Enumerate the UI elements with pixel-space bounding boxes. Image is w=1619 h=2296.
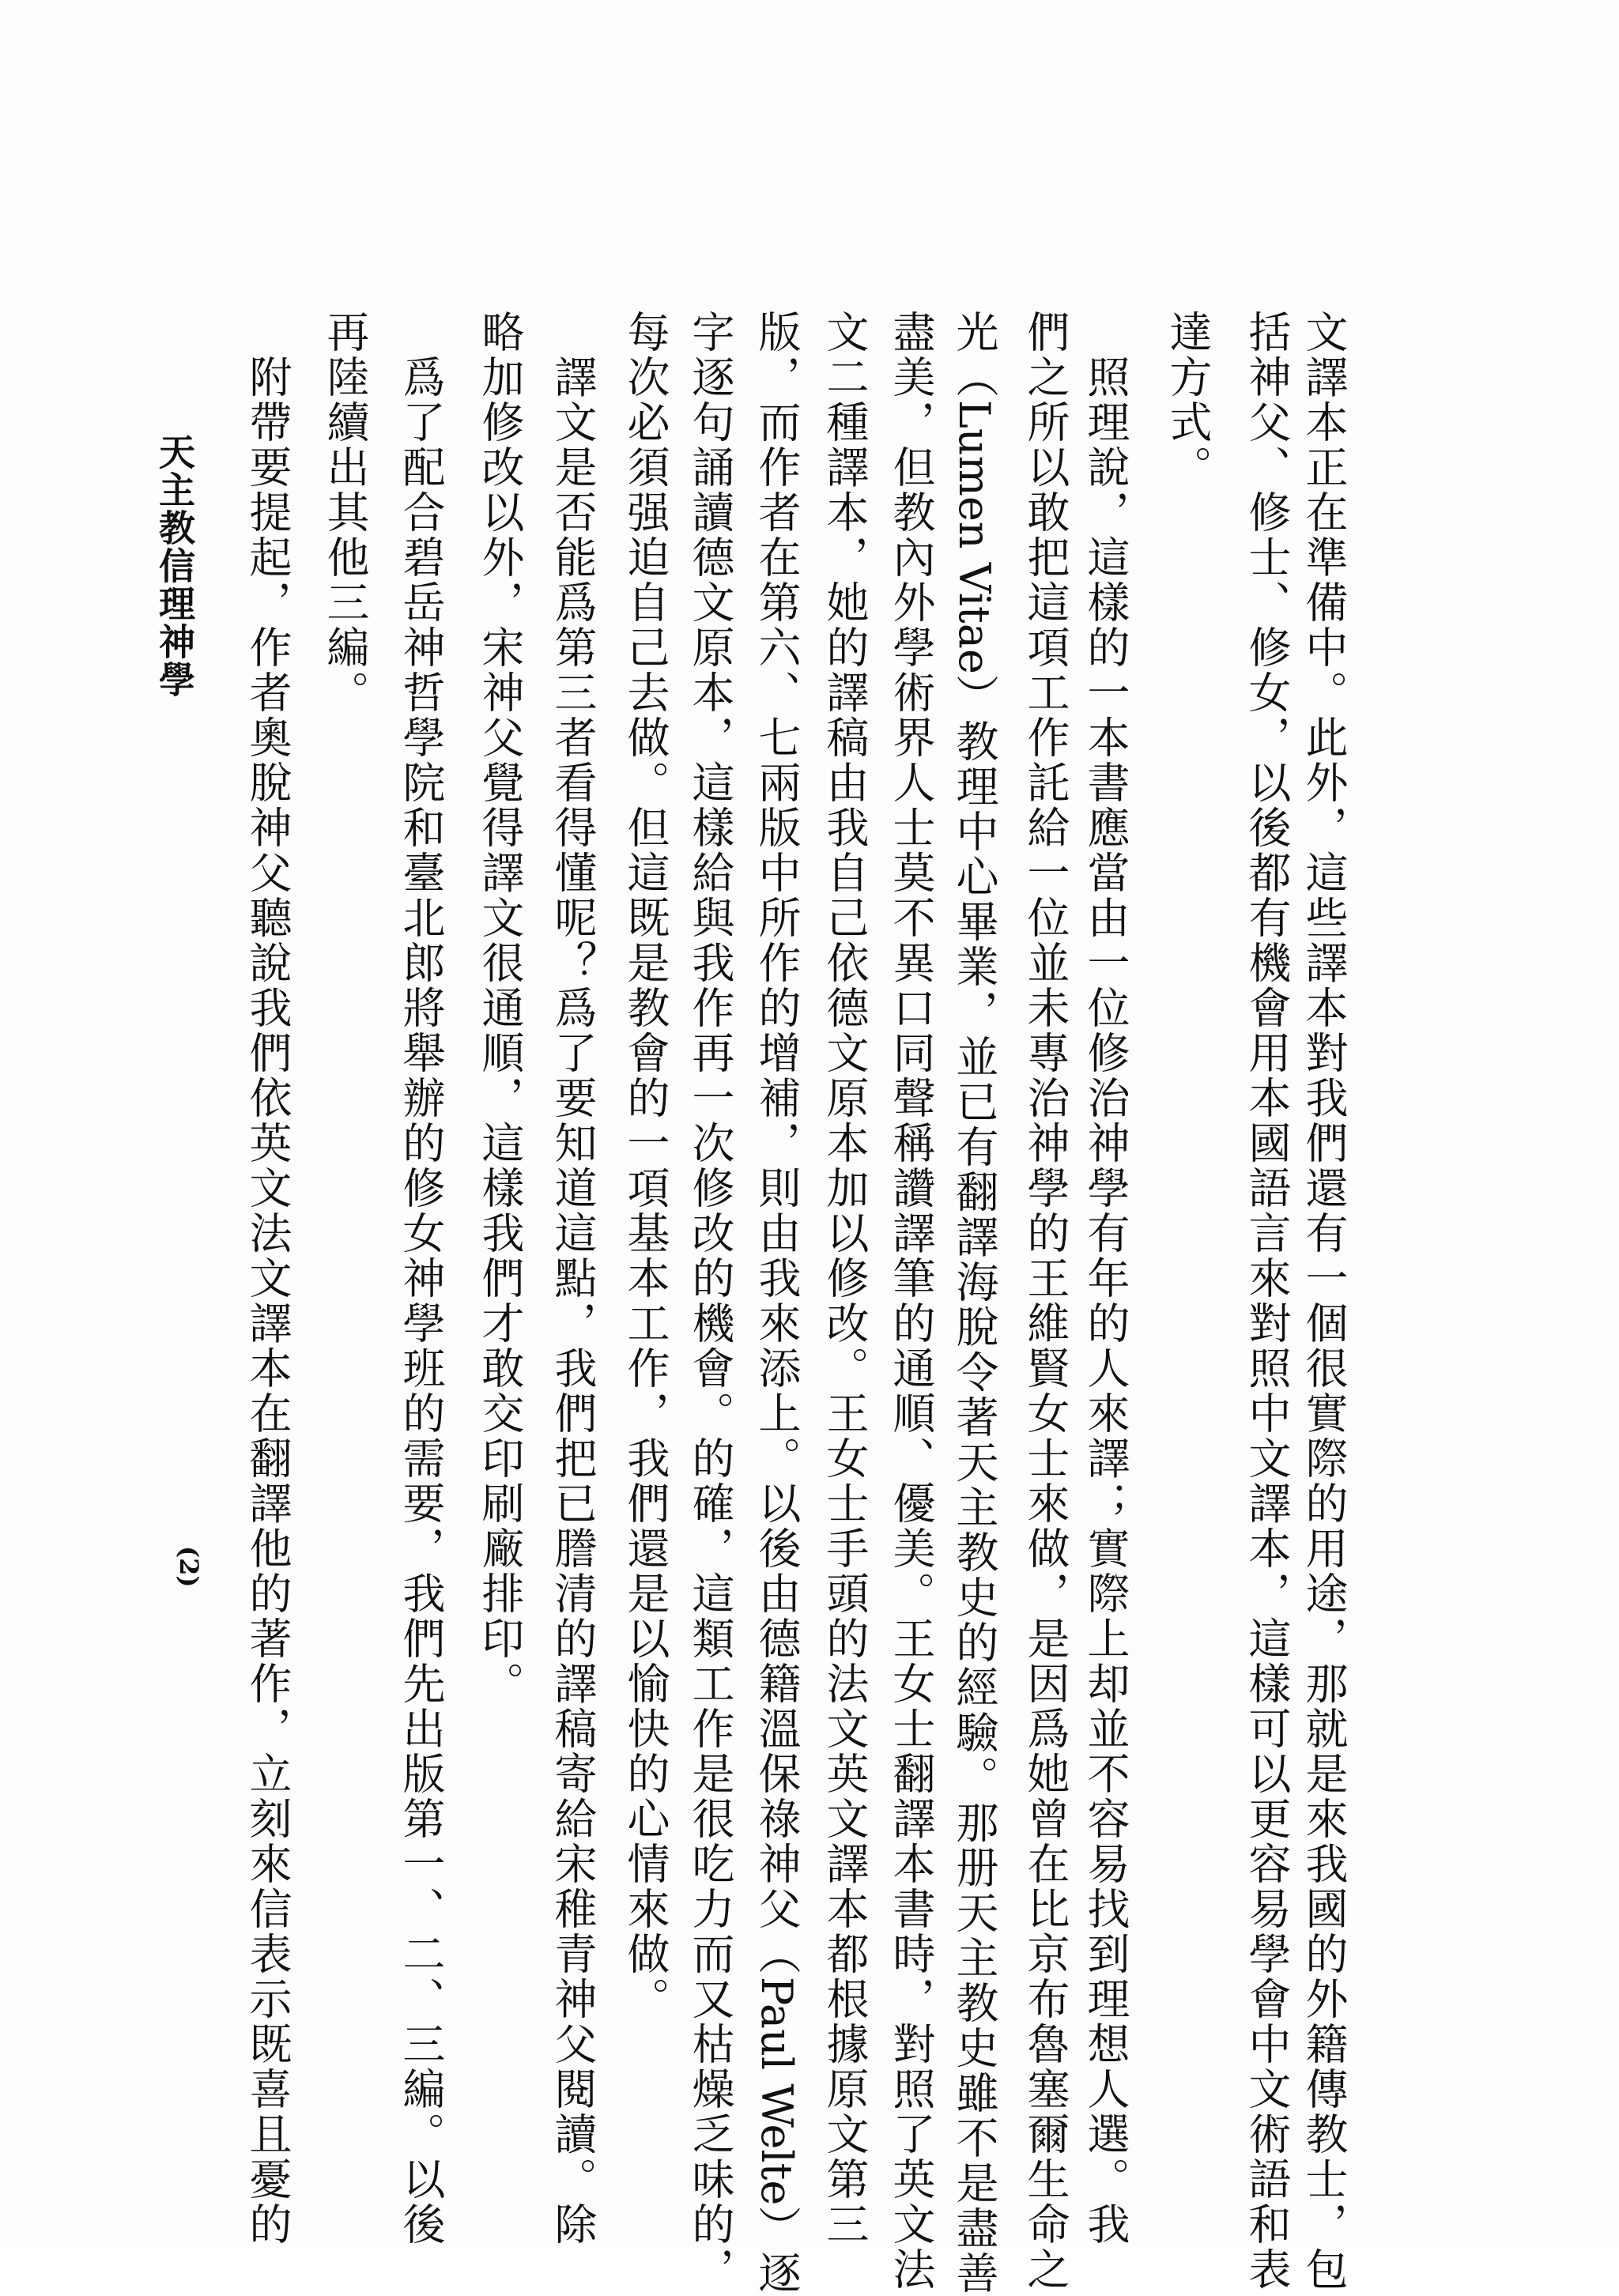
text-column-6-pre: 光（ (949, 310, 999, 400)
text-column-4: 照理說，這樣的一本書應當由一位修治神學有年的人來譯；實際上却並不容易找到理想人選。我 (1081, 310, 1130, 2247)
text-column-5: 們之所以敢把這項工作託給一位並未專治神學的王維賢女士來做，是因爲她曾在比京布魯塞爾生命之 (1021, 310, 1070, 2292)
running-header-title: 天主教信理神學 (153, 433, 196, 699)
text-column-3: 達方式。 (1163, 310, 1213, 490)
latin-name-paul-welte: Paul Welte (752, 1977, 802, 2206)
text-column-2: 括神父、修士、修女，以後都有機會用本國語言來對照中文譯本，這樣可以更容易學會中文術語和表 (1242, 310, 1292, 2292)
text-column-15: 再陸續出其他三編。 (320, 310, 370, 715)
text-column-6-post: ）教理中心畢業，並已有翻譯海脫令著天主教史的經驗。那册天主教史雖不是盡善 (949, 673, 999, 2296)
page-number: (2) (174, 1546, 204, 1588)
text-column-14: 爲了配合碧岳神哲學院和臺北郎將舉辦的修女神學班的需要，我們先出版第一、二、三編。以後 (396, 310, 446, 2247)
latin-term-lumen-vitae: Lumen Vitae (949, 400, 999, 674)
text-column-9-pre: 版，而作者在第六、七兩版中所作的增補，則由我來添上。以後由德籍溫保祿神父（ (752, 310, 802, 1977)
text-column-12: 譯文是否能爲第三者看得懂呢？爲了要知道這點，我們把已謄清的譯稿寄給宋稚青神父閱讀。除 (548, 310, 598, 2247)
text-column-6 (949, 310, 999, 2296)
text-column-1: 文譯本正在準備中。此外，這些譯本對我們還有一個很實際的用途，那就是來我國的外籍傳教士，包 (1299, 310, 1349, 2292)
text-column-11: 每次必須强迫自己去做。但這既是教會的一項基本工作，我們還是以愉快的心情來做。 (621, 310, 670, 2022)
text-column-16: 附帶要提起，作者奧脫神父聽說我們依英文法文譯本在翻譯他的著作，立刻來信表示既喜且憂的 (243, 310, 292, 2247)
text-column-13: 略加修改以外，宋神父覺得譯文很通順，這樣我們才敢交印刷廠排印。 (475, 310, 525, 1706)
text-column-7: 盡美，但教內外學術界人士莫不異口同聲稱讚譯筆的通順、優美。王女士翻譯本書時，對照了英文法 (886, 310, 936, 2292)
text-column-8: 文二種譯本，她的譯稿由我自己依德文原本加以修改。王女士手頭的法文英文譯本都根據原文第三 (820, 310, 870, 2247)
text-column-9-post: ）逐 (752, 2205, 802, 2296)
text-column-9 (751, 310, 802, 2296)
text-column-10: 字逐句誦讀德文原本，這樣給與我作再一次修改的機會。的確，這類工作是很吃力而又枯燥乏味的， (685, 310, 735, 2292)
